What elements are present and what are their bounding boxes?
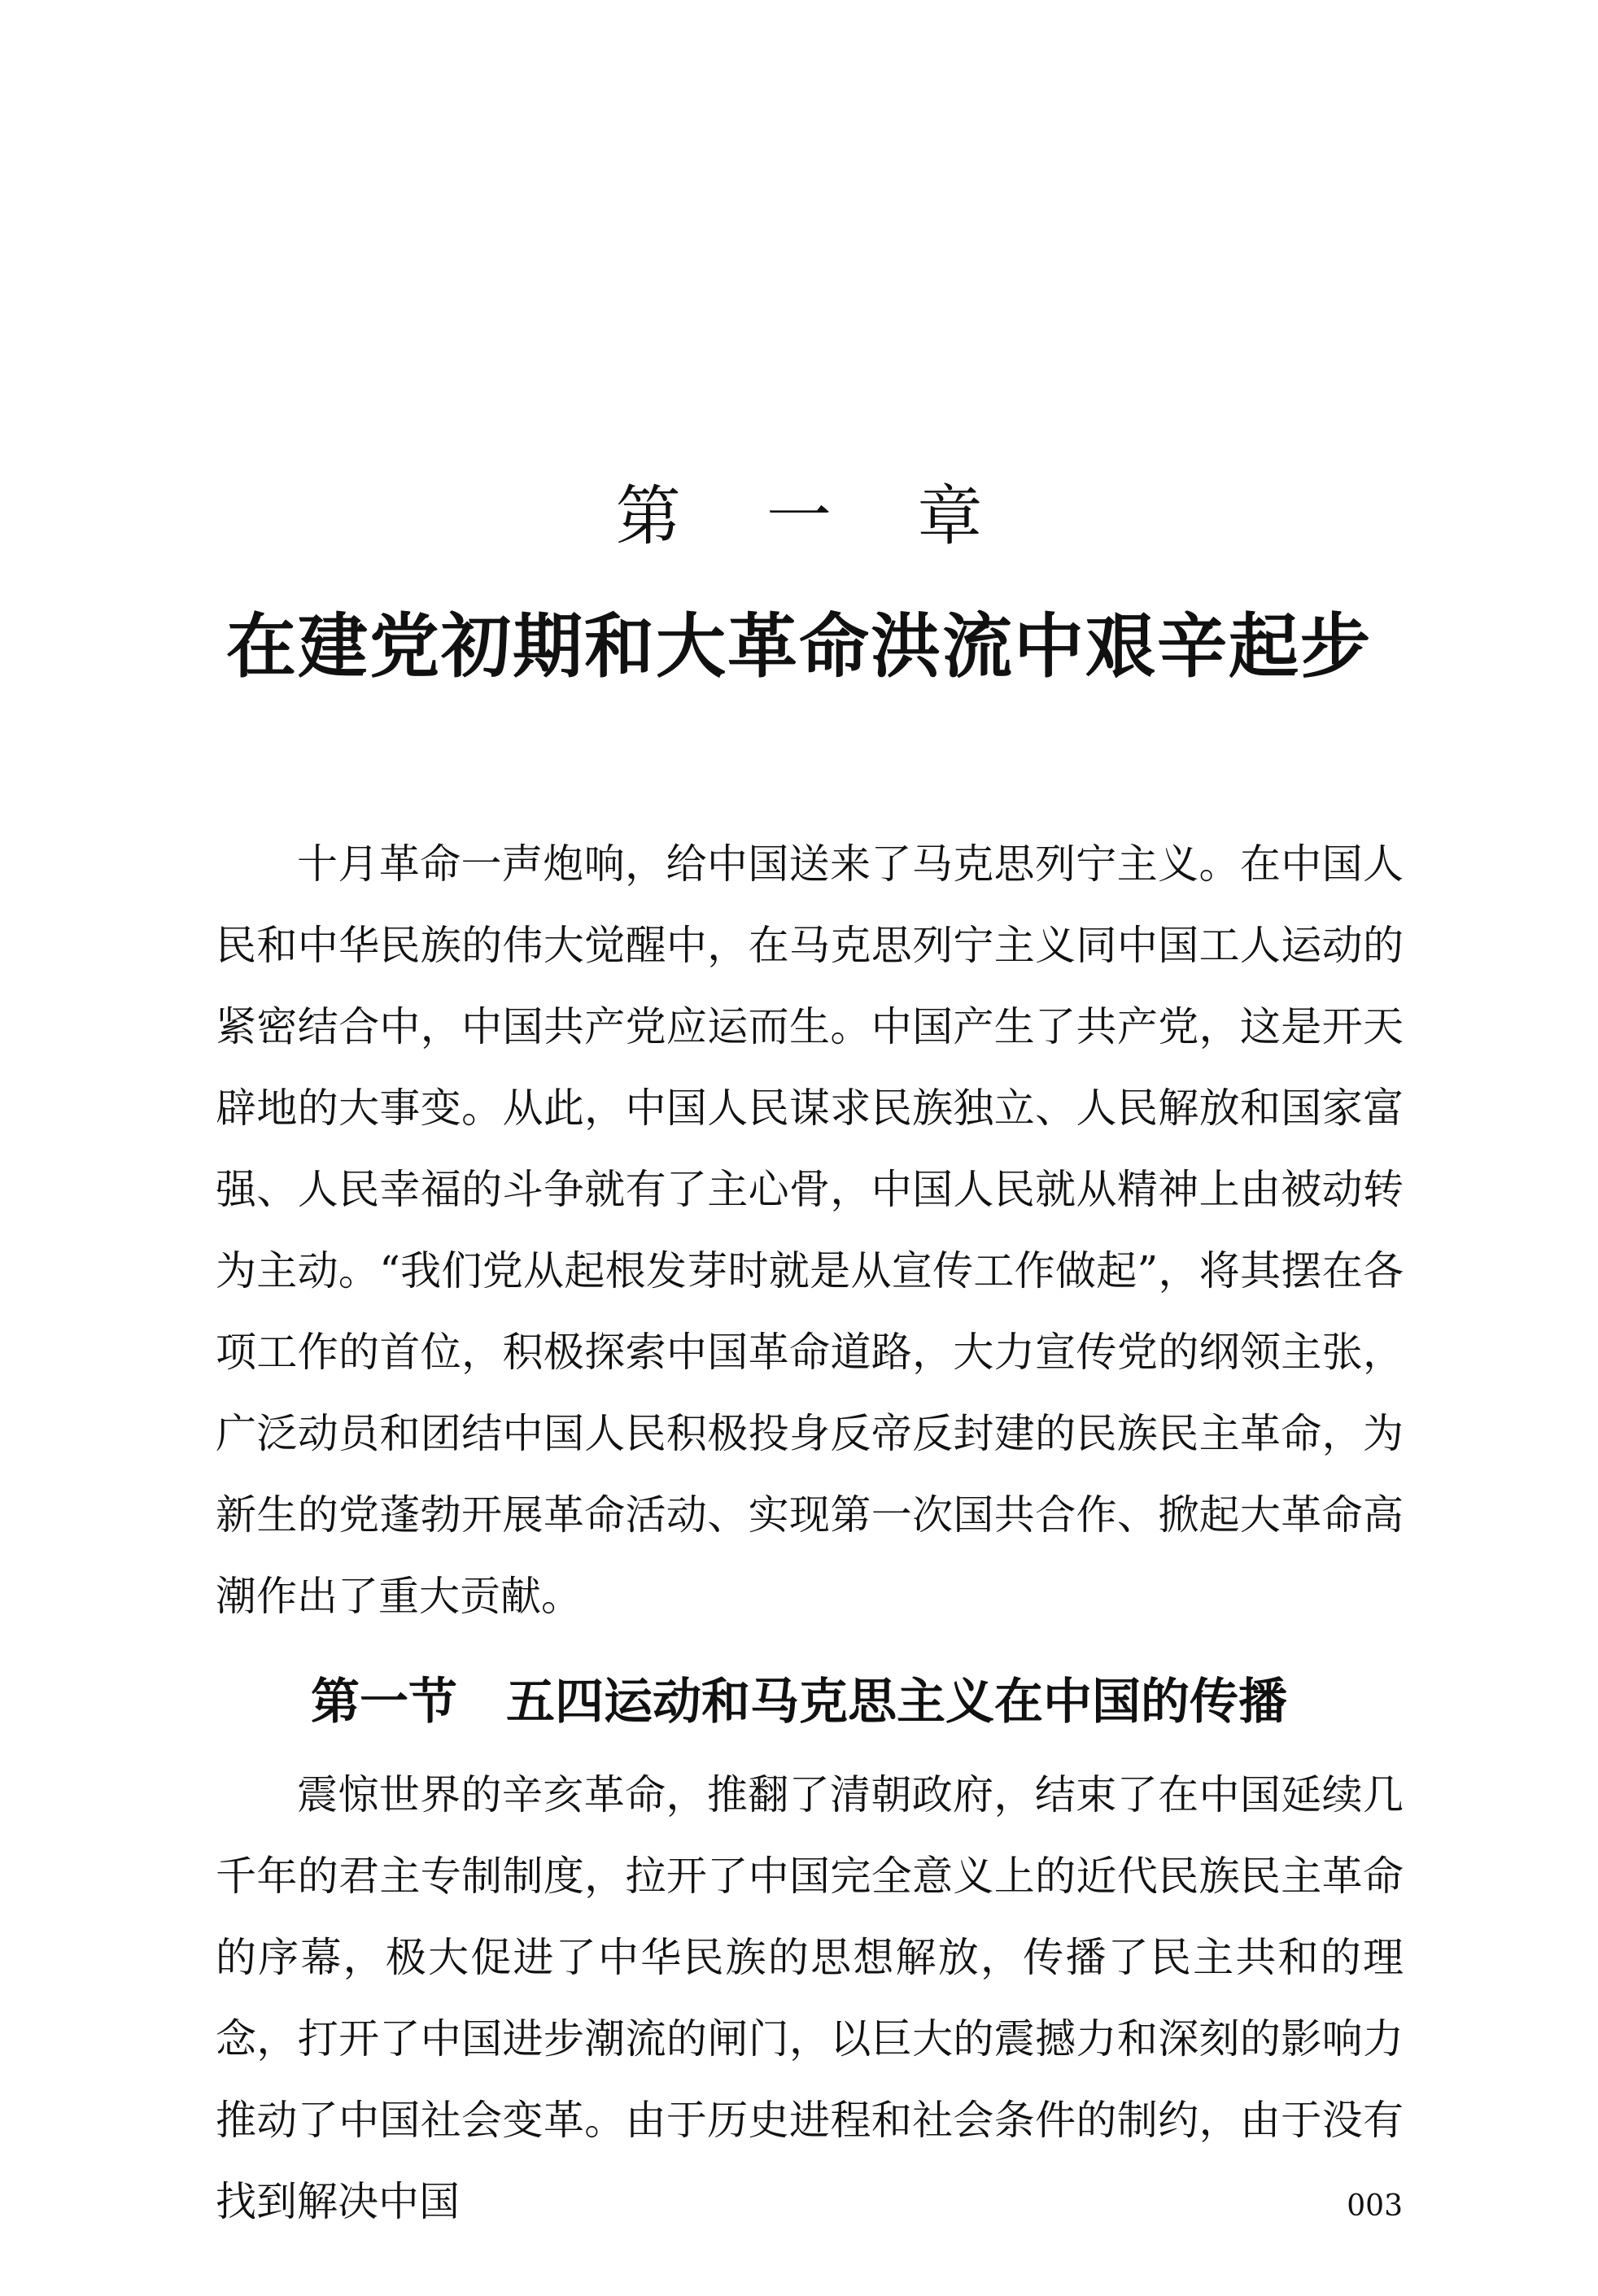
chapter-label: 第 一 章	[615, 478, 1015, 554]
intro-paragraph: 十月革命一声炮响，给中国送来了马克思列宁主义。在中国人民和中华民族的伟大觉醒中，在马克思列宁主义同中国工人运动的紧密结合中，中国共产党应运而生。中国产生了共产党，这是开天辟地的大事变。从此，中国人民谋求民族独立、人民解放和国家富强、人民幸福的斗争就有了主心骨，中国人民就从精神上由被动转为主动。“我们党从起根发芽时就是从宣传工作做起”，将其摆在各项工作的首位，积极探索中国革命道路，大力宣传党的纲领主张，广泛动员和团结中国人民积极投身反帝反封建的民族民主革命，为新生的党蓬勃开展革命活动、实现第一次国共合作、掀起大革命高潮作出了重大贡献。	[216, 840, 1404, 1620]
page-number: 003	[1347, 2189, 1403, 2223]
section-title: 五四运动和马克思主义在中国的传播	[506, 1674, 1287, 1731]
chapter-title: 在建党初期和大革命洪流中艰辛起步	[226, 606, 1372, 687]
section-paragraph: 震惊世界的辛亥革命，推翻了清朝政府，结束了在中国延续几千年的君主专制制度，拉开了中国完全意义上的近代民族民主革命的序幕，极大促进了中华民族的思想解放，传播了民主共和的理念，打开了中国进步潮流的闸门，以巨大的震撼力和深刻的影响力推动了中国社会变革。由于历史进程和社会条件的制约，由于没有找到解决中国	[216, 1771, 1404, 2225]
section-number: 第一节	[311, 1674, 457, 1731]
section-heading	[0, 1670, 1598, 1735]
